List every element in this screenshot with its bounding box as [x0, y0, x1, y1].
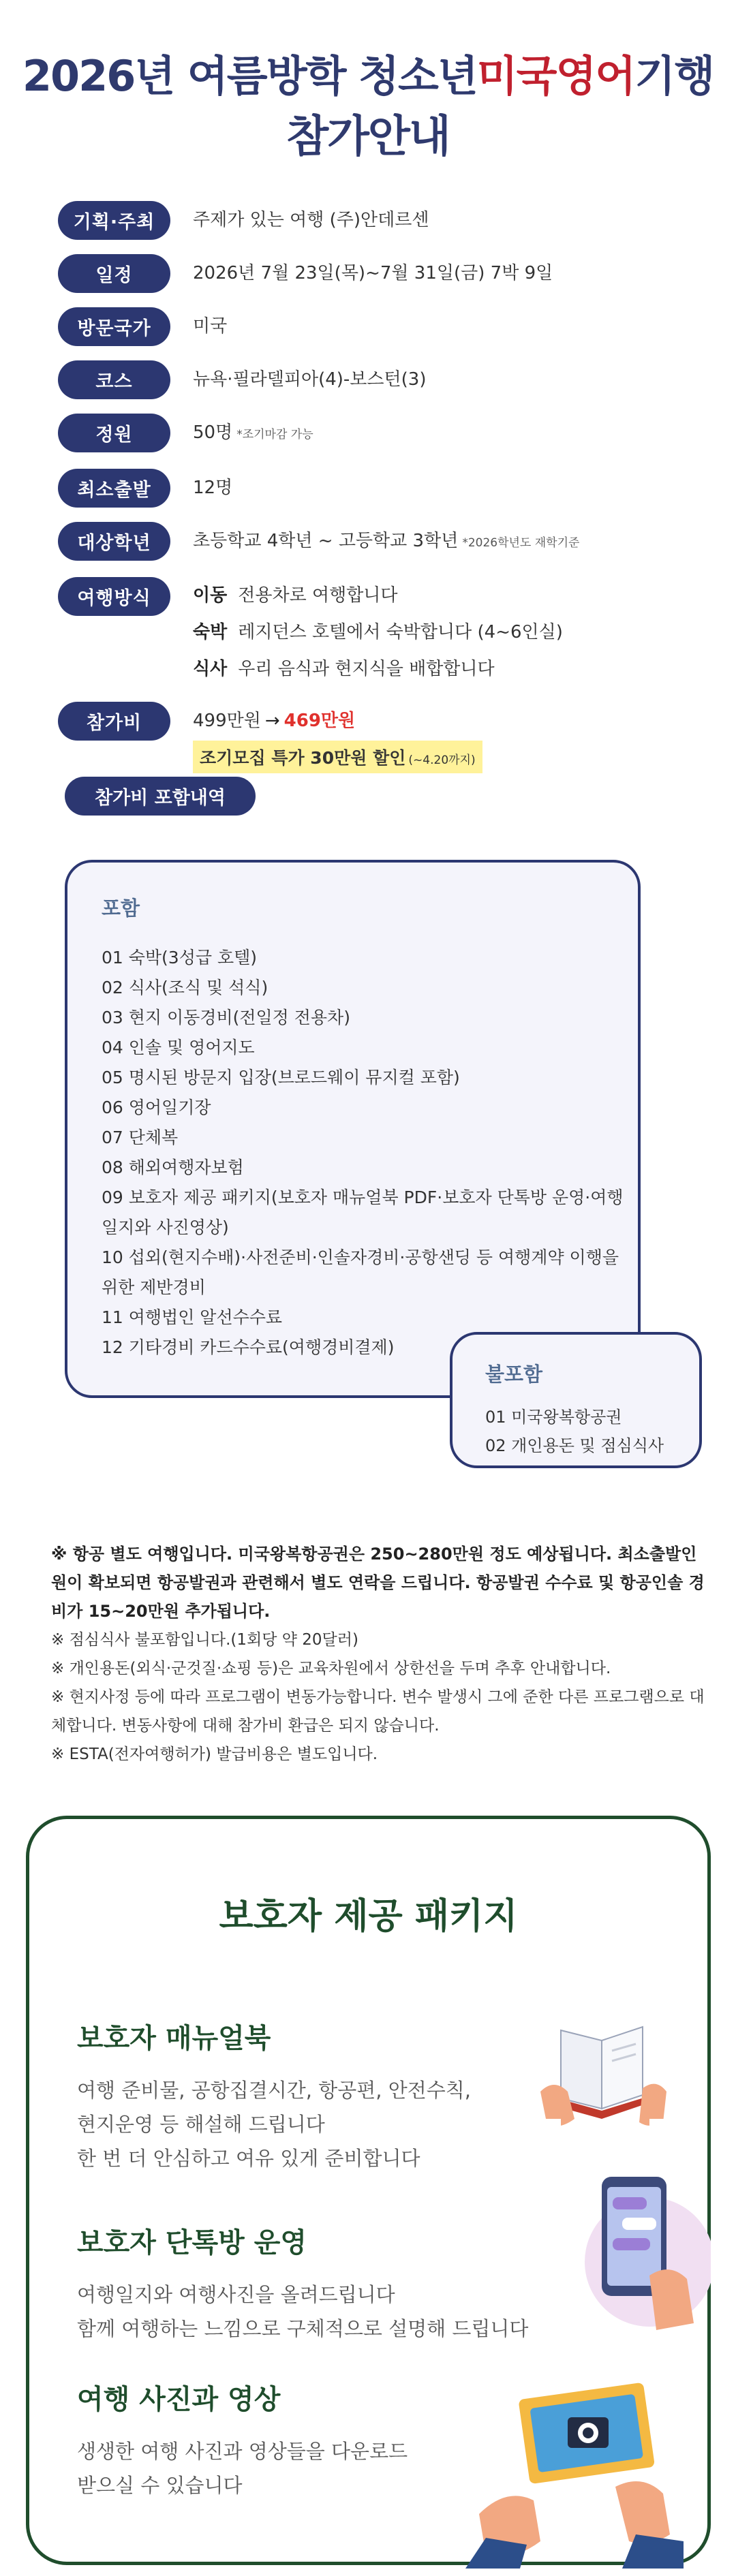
- list-item: 08 해외여행자보험: [102, 1158, 244, 1177]
- section-heading: 여행 사진과 영상: [77, 2384, 281, 2415]
- list-item: 03 현지 이동경비(전일정 전용차): [102, 1008, 350, 1027]
- note-item: ※ 개인용돈(외식·군것질·쇼핑 등)은 교육차원에서 상한선을 두며 추후 안내합니다.: [51, 1660, 611, 1677]
- list-item: 05 명시된 방문지 입장(브로드웨이 뮤지컬 포함): [102, 1068, 460, 1087]
- excluded-title: 불포함: [485, 1363, 543, 1386]
- desc-line: 현지운영 등 해설해 드립니다: [77, 2113, 325, 2136]
- list-item: 12 기타경비 카드수수료(여행경비결제): [102, 1337, 395, 1357]
- info-row-target: [58, 522, 699, 563]
- phone-chat-icon: [574, 2160, 711, 2337]
- info-value: 12명: [193, 478, 233, 498]
- promo-badge: [193, 741, 482, 773]
- price-line: [193, 702, 482, 741]
- desc-line: 여행 준비물, 공항집결시간, 항공편, 안전수칙,: [77, 2079, 471, 2102]
- book-hands-icon: [520, 1989, 684, 2132]
- package-section-manual: [77, 2017, 471, 2175]
- promo-note: (~4.20까지): [408, 754, 476, 767]
- label-pill: 여행방식: [58, 577, 170, 616]
- info-row-method: [58, 577, 699, 687]
- method-key: 이동: [193, 585, 228, 606]
- info-row-minimum: [58, 469, 699, 508]
- list-item: 07 단체복: [102, 1128, 179, 1147]
- label-pill: 코스: [58, 360, 170, 399]
- note-item: ※ 현지사정 등에 따라 프로그램이 변동가능합니다. 변수 발생시 그에 준한 다른 프로그램으로 대체합니다. 변동사항에 대해 참가비 환급은 되지 않습니다.: [51, 1688, 705, 1735]
- info-row-organizer: [58, 201, 699, 240]
- included-box: [65, 860, 641, 1398]
- method-text: 전용차로 여행합니다: [238, 585, 398, 606]
- capacity-value: 50명: [193, 422, 233, 443]
- method-key: 식사: [193, 659, 228, 679]
- list-item: 01 숙박(3성급 호텔): [102, 948, 258, 967]
- desc-line: 함께 여행하는 느낌으로 구체적으로 설명해 드립니다: [77, 2317, 529, 2340]
- list-item: 02 개인용돈 및 점심식사: [485, 1436, 664, 1455]
- method-text: 레지던스 호텔에서 숙박합니다 (4~6인실): [238, 622, 563, 642]
- target-value: 초등학교 4학년 ~ 고등학교 3학년: [193, 531, 459, 551]
- label-pill: 정원: [58, 414, 170, 452]
- section-desc: [77, 2434, 408, 2502]
- label-pill: 대상학년: [58, 522, 170, 561]
- desc-line: 여행일지와 여행사진을 올려드립니다: [77, 2283, 395, 2306]
- info-row-fee: [58, 702, 699, 773]
- list-item: 06 영어일기장: [102, 1098, 211, 1117]
- included-title: 포함: [102, 897, 140, 920]
- old-price: 499만원: [193, 711, 261, 731]
- list-item: 01 미국왕복항공권: [485, 1408, 622, 1427]
- title-text-end: 기행: [634, 51, 714, 101]
- list-item: 11 여행법인 알선수수료: [102, 1307, 283, 1327]
- section-heading: 보호자 단톡방 운영: [77, 2227, 307, 2259]
- label-pill: 참가비: [58, 702, 170, 741]
- info-value: 2026년 7월 23일(목)~7월 31일(금) 7박 9일: [193, 263, 553, 283]
- method-item: [193, 651, 563, 687]
- title-text: 2026년 여름방학 청소년: [22, 51, 477, 101]
- new-price: 469만원: [283, 711, 356, 731]
- list-item: 02 식사(조식 및 석식): [102, 978, 269, 997]
- package-section-media: [77, 2378, 408, 2502]
- info-row-capacity: [58, 414, 699, 454]
- notes: [51, 1540, 705, 1769]
- desc-line: 받으실 수 있습니다: [77, 2474, 243, 2497]
- info-row-schedule: [58, 254, 699, 293]
- info-row-country: [58, 307, 699, 346]
- included-list: [102, 943, 626, 1363]
- list-item: 10 섭외(현지수배)·사전준비·인솔자경비·공항샌딩 등 여행계약 이행을 위한 제반경비: [102, 1247, 619, 1297]
- target-note: *2026학년도 재학기준: [462, 536, 580, 550]
- camera-hands-icon: [465, 2364, 697, 2569]
- label-pill: 최소출발: [58, 469, 170, 508]
- guardian-package-box: [26, 1816, 711, 2565]
- desc-line: 한 번 더 안심하고 여유 있게 준비합니다: [77, 2147, 420, 2170]
- info-value: [193, 414, 313, 454]
- method-text: 우리 음식과 현지식을 배합합니다: [238, 659, 495, 679]
- info-row-course: [58, 360, 699, 399]
- list-item: 04 인솔 및 영어지도: [102, 1038, 255, 1057]
- section-heading: 보호자 매뉴얼북: [77, 2023, 271, 2054]
- info-value: 뉴욕·필라델피아(4)-보스턴(3): [193, 369, 427, 390]
- title-highlight: 미국영어: [476, 51, 635, 101]
- list-item: 09 보호자 제공 패키지(보호자 매뉴얼북 PDF·보호자 단톡방 운영·여행일지와 사진영상): [102, 1188, 624, 1237]
- info-value: 주제가 있는 여행 (주)안데르센: [193, 210, 429, 230]
- section-desc: [77, 2278, 528, 2346]
- method-item: [193, 577, 563, 614]
- info-value: [193, 522, 579, 563]
- method-item: [193, 614, 563, 651]
- info-value: 미국: [193, 316, 228, 337]
- desc-line: 생생한 여행 사진과 영상들을 다운로드: [77, 2440, 408, 2463]
- includes-label-pill: 참가비 포함내역: [65, 777, 256, 816]
- section-desc: [77, 2073, 471, 2175]
- page-title: [0, 48, 736, 168]
- method-key: 숙박: [193, 622, 228, 642]
- package-title: 보호자 제공 패키지: [219, 1896, 518, 1937]
- price-block: [193, 702, 482, 773]
- package-section-chat: [77, 2221, 528, 2346]
- label-pill: 일정: [58, 254, 170, 293]
- promo-text: 조기모집 특가 30만원 할인: [200, 748, 406, 768]
- title-line1: [0, 48, 736, 105]
- note-item: ※ 점심식사 불포함입니다.(1회당 약 20달러): [51, 1631, 358, 1649]
- note-item: ※ ESTA(전자여행허가) 발급비용은 별도입니다.: [51, 1745, 378, 1763]
- excluded-box: [450, 1332, 702, 1468]
- title-line2: 참가안내: [286, 112, 450, 162]
- label-pill: 방문국가: [58, 307, 170, 346]
- arrow-icon: →: [264, 711, 280, 731]
- capacity-note: *조기마감 가능: [236, 428, 313, 441]
- note-bold: ※ 항공 별도 여행입니다. 미국왕복항공권은 250~280만원 정도 예상됩니다. 최소출발인원이 확보되면 항공발권과 관련해서 별도 연락을 드립니다. 항공발권 수수료 및 항공인솔 경비가 15~20만원 추가됩니다.: [51, 1545, 705, 1621]
- label-pill: 기획·주최: [58, 201, 170, 240]
- info-table: [58, 201, 699, 788]
- excluded-list: [485, 1403, 664, 1460]
- method-list: [193, 577, 563, 687]
